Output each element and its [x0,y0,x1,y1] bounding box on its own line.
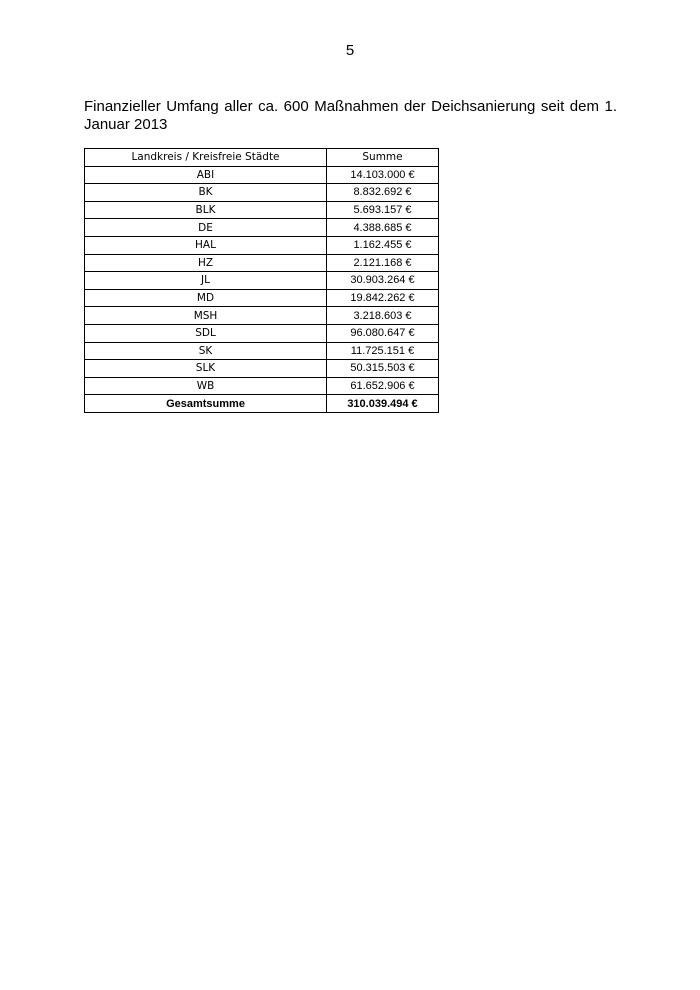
table-row [85,289,439,307]
region-cell: DE [85,219,327,237]
table-row [85,360,439,378]
region-cell: WB [85,377,327,395]
table-row [85,377,439,395]
total-label: Gesamtsumme [85,395,327,413]
region-cell: BLK [85,201,327,219]
sum-cell: 50.315.503 € [327,360,439,378]
region-cell: HAL [85,236,327,254]
sum-cell: 8.832.692 € [327,184,439,202]
sum-cell: 1.162.455 € [327,236,439,254]
table-row [85,254,439,272]
table-row [85,272,439,290]
sum-cell: 4.388.685 € [327,219,439,237]
table-row [85,201,439,219]
sum-cell: 19.842.262 € [327,289,439,307]
table-row [85,219,439,237]
table-row [85,166,439,184]
page-number: 5 [345,42,355,59]
sum-cell: 61.652.906 € [327,377,439,395]
region-cell: ABI [85,166,327,184]
region-cell: MSH [85,307,327,325]
region-cell: HZ [85,254,327,272]
sum-cell: 14.103.000 € [327,166,439,184]
region-cell: SK [85,342,327,360]
column-header-region: Landkreis / Kreisfreie Städte [85,149,327,167]
region-cell: JL [85,272,327,290]
table-row [85,324,439,342]
sum-cell: 96.080.647 € [327,324,439,342]
sum-cell: 2.121.168 € [327,254,439,272]
table-row [85,307,439,325]
sum-table [84,148,439,413]
table-row [85,184,439,202]
sum-cell: 3.218.603 € [327,307,439,325]
sum-cell: 11.725.151 € [327,342,439,360]
region-cell: SDL [85,324,327,342]
region-cell: BK [85,184,327,202]
table-row [85,342,439,360]
column-header-sum: Summe [327,149,439,167]
intro-paragraph: Finanzieller Umfang aller ca. 600 Maßnahmen der Deichsanierung seit dem 1. Januar 2013 [84,98,617,133]
total-row [85,395,439,413]
region-cell: SLK [85,360,327,378]
table-header-row [85,149,439,167]
table-row [85,236,439,254]
total-sum: 310.039.494 € [327,395,439,413]
sum-cell: 30.903.264 € [327,272,439,290]
sum-cell: 5.693.157 € [327,201,439,219]
region-cell: MD [85,289,327,307]
